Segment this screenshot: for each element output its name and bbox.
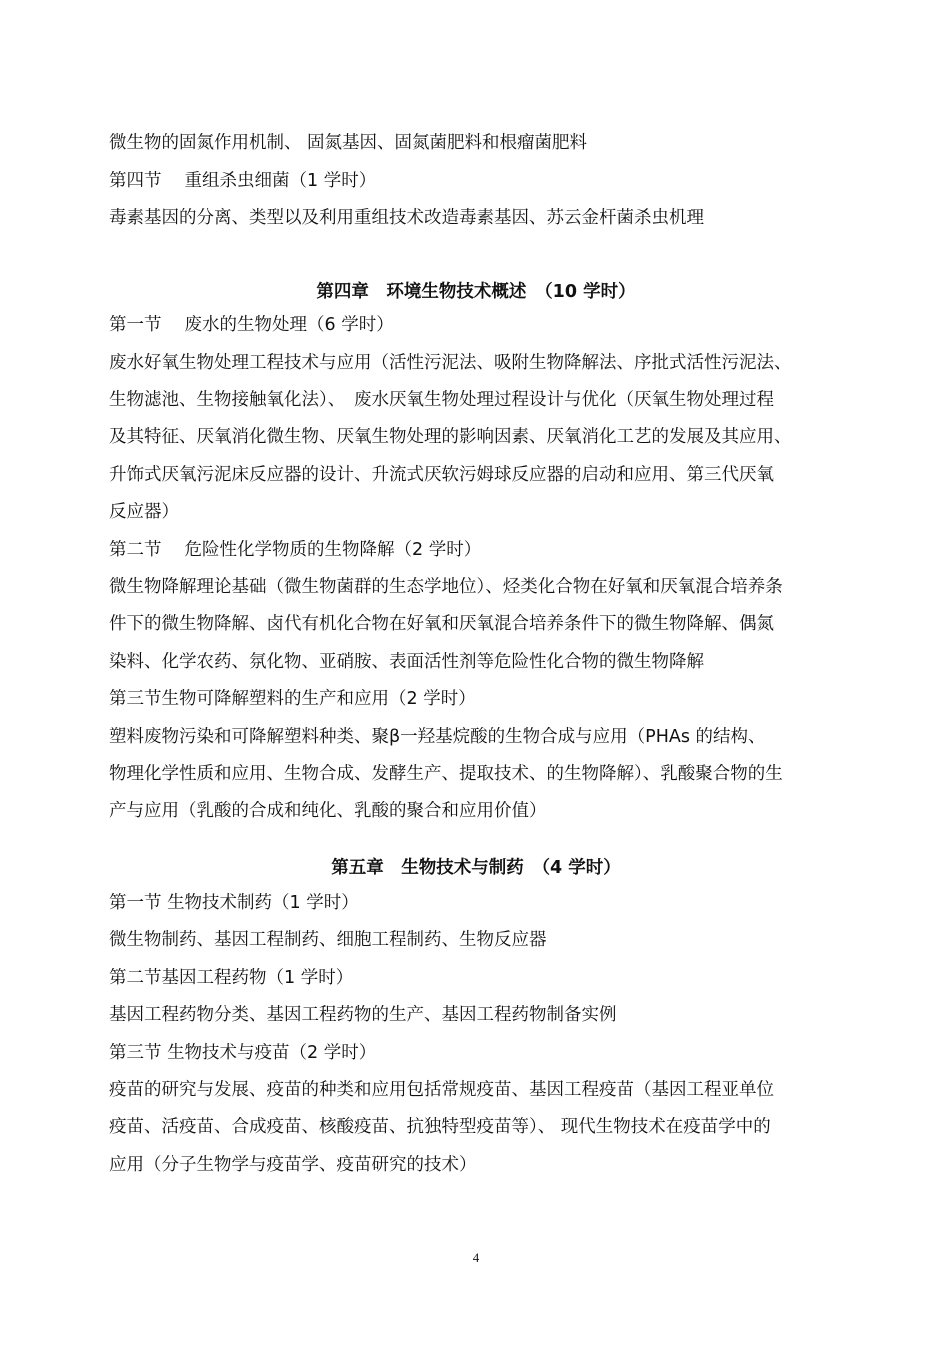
paragraph-line: 基因工程药物分类、基因工程药物的生产、基因工程药物制备实例 xyxy=(109,1005,617,1025)
paragraph-line: 应用（分子生物学与疫苗学、疫苗研究的技术） xyxy=(109,1155,477,1175)
paragraph-line: 微生物的固氮作用机制、 固氮基因、固氮菌肥料和根瘤菌肥料 xyxy=(109,133,588,153)
section-heading: 第三节生物可降解塑料的生产和应用（2 学时） xyxy=(109,689,476,709)
paragraph-line: 件下的微生物降解、卤代有机化合物在好氧和厌氧混合培养条件下的微生物降解、偶氮 xyxy=(109,614,774,634)
section-heading: 第三节 生物技术与疫苗（2 学时） xyxy=(109,1043,377,1063)
chapter-4-heading: 第四章 环境生物技术概述 （10 学时） xyxy=(316,282,636,302)
section-heading: 第一节 生物技术制药（1 学时） xyxy=(109,893,359,913)
paragraph-line: 疫苗、活疫苗、合成疫苗、核酸疫苗、抗独特型疫苗等）、 现代生物技术在疫苗学中的 xyxy=(109,1117,771,1137)
paragraph-line: 废水好氧生物处理工程技术与应用（活性污泥法、吸附生物降解法、序批式活性污泥法、 xyxy=(109,353,792,373)
paragraph-line: 微生物降解理论基础（微生物菌群的生态学地位）、烃类化合物在好氧和厌氧混合培养条 xyxy=(109,577,783,597)
paragraph-line: 毒素基因的分离、类型以及利用重组技术改造毒素基因、苏云金杆菌杀虫机理 xyxy=(109,208,704,228)
section-heading: 第二节基因工程药物（1 学时） xyxy=(109,968,354,988)
paragraph-line: 升饰式厌氧污泥床反应器的设计、升流式厌软污姆球反应器的启动和应用、第三代厌氧 xyxy=(109,465,774,485)
page-number: 4 xyxy=(472,1250,480,1265)
paragraph-line: 微生物制药、基因工程制药、细胞工程制药、生物反应器 xyxy=(109,930,547,950)
paragraph-line: 疫苗的研究与发展、疫苗的种类和应用包括常规疫苗、基因工程疫苗（基因工程亚单位 xyxy=(109,1080,774,1100)
paragraph-line: 塑料废物污染和可降解塑料种类、聚β一羟基烷酸的生物合成与应用（PHAs 的结构、 xyxy=(109,727,766,747)
section-heading: 第四节 重组杀虫细菌（1 学时） xyxy=(109,171,377,191)
paragraph-line: 染料、化学农药、氛化物、亚硝胺、表面活性剂等危险性化合物的微生物降解 xyxy=(109,652,704,672)
chapter-5-heading: 第五章 生物技术与制药 （4 学时） xyxy=(331,858,621,878)
section-heading: 第一节 废水的生物处理（6 学时） xyxy=(109,315,394,335)
paragraph-line: 及其特征、厌氧消化微生物、厌氧生物处理的影响因素、厌氧消化工艺的发展及其应用、 xyxy=(109,427,792,447)
section-heading: 第二节 危险性化学物质的生物降解（2 学时） xyxy=(109,540,482,560)
paragraph-line: 生物滤池、生物接触氧化法）、 废水厌氧生物处理过程设计与优化（厌氧生物处理过程 xyxy=(109,390,774,410)
paragraph-line: 产与应用（乳酸的合成和纯化、乳酸的聚合和应用价值） xyxy=(109,801,547,821)
paragraph-line: 反应器） xyxy=(109,502,179,522)
paragraph-line: 物理化学性质和应用、生物合成、发酵生产、提取技术、的生物降解）、乳酸聚合物的生 xyxy=(109,764,783,784)
